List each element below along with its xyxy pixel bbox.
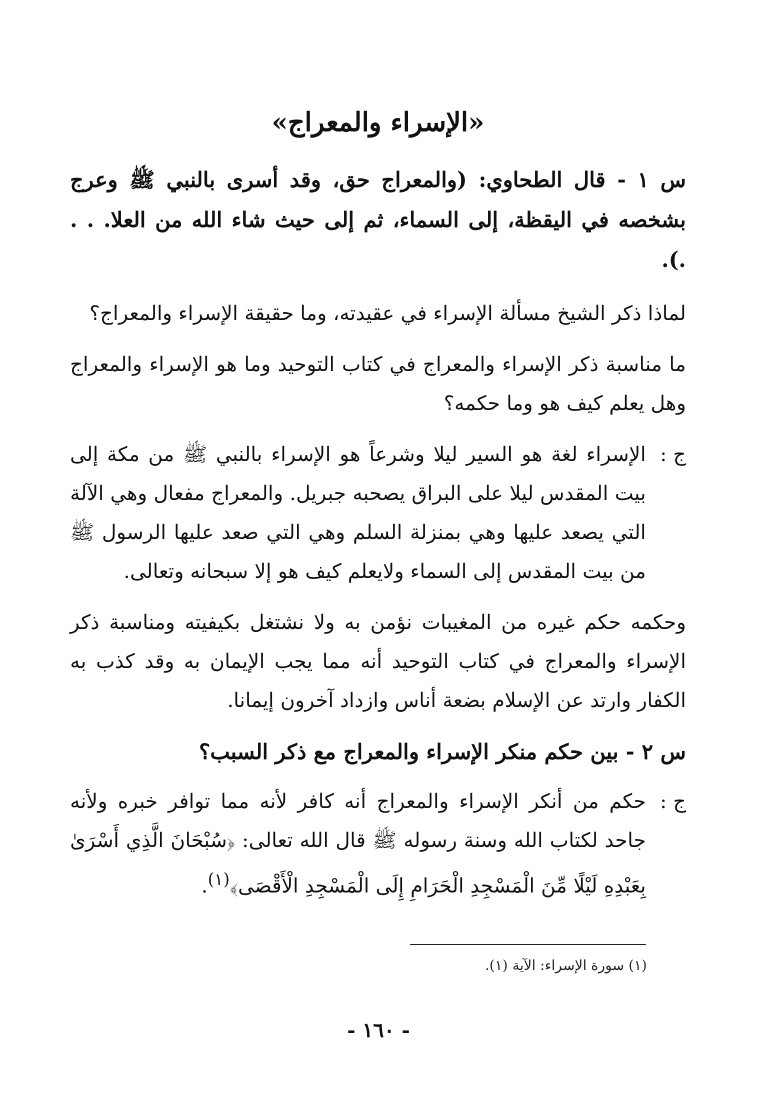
answer-1-label: ج : [659, 442, 686, 466]
answer-2-text: حكم من أنكر الإسراء والمعراج أنه كافر لأنه مما توافر خبره ولأنه جاحد لكتاب الله وسنة رسوله ﷺ قال الله تعالى: [70, 789, 647, 852]
footnote-divider [410, 944, 646, 945]
page-number: - ١٦٠ - [347, 1018, 410, 1042]
answer-1-text: الإسراء لغة هو السير ليلا وشرعاً هو الإسراء بالنبي ﷺ من مكة إلى بيت المقدس ليلا على البراق يصحبه جبريل. والمعراج مفعال وهي الآلة التي يصعد عليها وهي بمنزلة السلم وهي التي صعد عليها الرسول ﷺ من بيت المقدس إلى السماء ولايعلم كيف هو إلا سبحانه وتعالى. [70, 442, 646, 583]
question-1-text: قال الطحاوي: (والمعراج حق، وقد أسرى بالنبي ﷺ وعرج بشخصه في اليقظة، إلى السماء، ثم إلى حيث شاء الله من العلا. . . .). [70, 167, 686, 272]
question-2-number: س ٢ - [625, 739, 686, 764]
answer-2 [70, 782, 686, 906]
answer-1 [70, 435, 686, 591]
question-2-text: بين حكم منكر الإسراء والمعراج مع ذكر السبب؟ [198, 739, 619, 764]
question-1-number: س ١ - [617, 167, 687, 192]
question-1 [70, 160, 686, 280]
page-title: «الإسراء والمعراج» [271, 108, 485, 138]
answer-1-continued: وحكمه حكم غيره من المغيبات نؤمن به ولا نشتغل بكيفيته ومناسبة ذكر الإسراء والمعراج في كتاب التوحيد أنه مما يجب الإيمان به وقد كذب به الكفار وارتد عن الإسلام بضعة أناس وازداد آخرون إيمانا. [70, 610, 686, 712]
footnote-marker: (١) [207, 870, 230, 889]
sub-question-1: لماذا ذكر الشيخ مسألة الإسراء في عقيدته، وما حقيقة الإسراء والمعراج؟ [89, 301, 686, 325]
page-content [70, 100, 686, 918]
footnote: (١) سورة الإسراء: الآية (١). [484, 958, 647, 974]
answer-2-label: ج : [659, 789, 686, 813]
quran-verse: ﴿سُبْحَانَ الَّذِي أَسْرَىٰ بِعَبْدِهِ لَيْلًا مِّنَ الْمَسْجِدِ الْحَرَامِ إِلَى الْمَسْجِدِ الْأَقْصَى﴾ [70, 828, 646, 898]
sub-question-2: ما مناسبة ذكر الإسراء والمعراج في كتاب التوحيد وما هو الإسراء والمعراج وهل يعلم كيف هو وما حكمه؟ [70, 352, 686, 415]
question-2 [70, 732, 686, 772]
answer-2-end: . [201, 873, 208, 898]
